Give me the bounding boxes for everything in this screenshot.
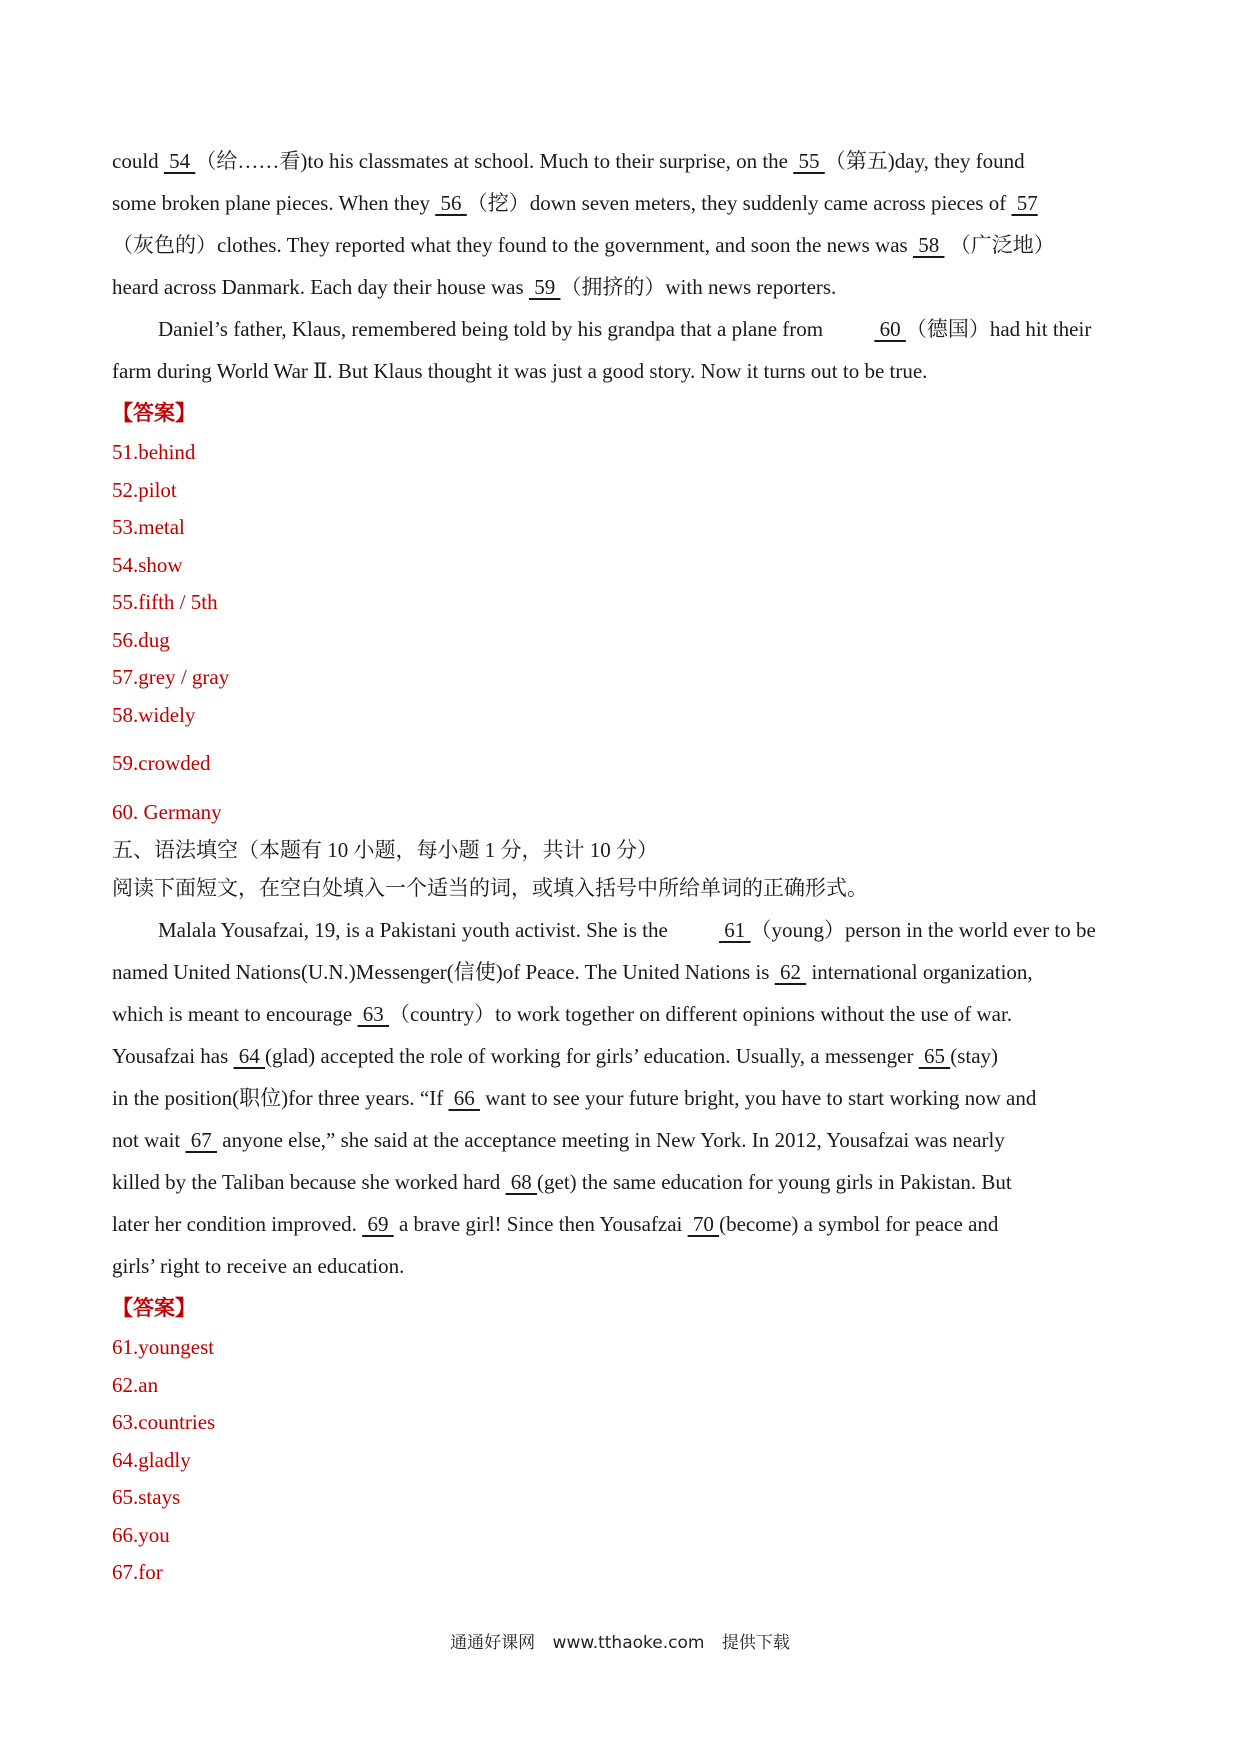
text-run: could	[112, 149, 164, 173]
text-run: named United Nations(U.N.)Messenger(信使)of Peace. The United Nations is	[112, 960, 775, 984]
answer-item: 61.youngest	[112, 1335, 215, 1359]
passage-2-line	[112, 1203, 1130, 1245]
page-footer	[0, 1628, 1240, 1653]
text-run: (stay)	[950, 1044, 999, 1068]
answer-item: 52.pilot	[112, 477, 177, 502]
answer-item: 57.grey / gray	[112, 665, 230, 689]
text-run: girls’ right to receive an education.	[112, 1254, 405, 1278]
answer-item: 56.dug	[112, 627, 170, 652]
text-run: Daniel’s father, Klaus, remembered being told by his grandpa that a plane from	[158, 317, 829, 341]
answer-item: 62.an	[112, 1372, 159, 1397]
text-run: want to see your future bright, you have to start working now and	[479, 1086, 1037, 1110]
text-run: international organization,	[806, 960, 1033, 984]
text-run: a brave girl! Since then Yousafzai	[393, 1212, 688, 1236]
blank-69: 69	[362, 1212, 394, 1236]
section-title: 五、语法填空（本题有 10 小题，每小题 1 分，共计 10 分）	[112, 838, 658, 862]
blank-62: 62	[774, 960, 807, 984]
blank-54: 54	[163, 149, 196, 173]
passage-2-line	[112, 951, 1130, 993]
answer-block-1	[112, 392, 1130, 831]
answer-header: 【答案】	[112, 401, 196, 425]
answer-item: 60. Germany	[112, 799, 222, 824]
blank-70: 70	[687, 1212, 720, 1236]
blank-66: 66	[448, 1086, 480, 1110]
answer-block-2	[112, 1287, 1130, 1592]
answer-header: 【答案】	[112, 1296, 196, 1320]
text-run: some broken plane pieces. When they	[112, 191, 436, 215]
passage-1-line	[112, 350, 1130, 392]
footer-site-name: 通通好课网	[450, 1633, 536, 1653]
passage-2-line	[112, 1035, 1130, 1077]
blank-58: 58	[912, 233, 945, 257]
passage-2-line	[112, 909, 1130, 951]
passage-1-line	[112, 266, 1130, 308]
answer-item: 51.behind	[112, 440, 196, 464]
blank-67: 67	[185, 1128, 217, 1152]
passage-2	[112, 909, 1130, 1287]
blank-63: 63	[357, 1002, 389, 1026]
passage-2-line	[112, 1245, 1130, 1287]
blank-61: 61	[719, 918, 751, 942]
answer-item: 64.gladly	[112, 1447, 191, 1472]
text-run: in the position(职位)for three years. “If	[112, 1086, 449, 1110]
blank-57: 57	[1011, 191, 1038, 215]
text-run: farm during World War Ⅱ. But Klaus thought it was just a good story. Now it turns out to be true.	[112, 359, 928, 383]
blank-55: 55	[793, 149, 825, 173]
text-run: anyone else,” she said at the acceptance meeting in New York. In 2012, Yousafzai was nearly	[217, 1128, 1005, 1152]
answer-item: 55.fifth / 5th	[112, 590, 218, 614]
text-run: killed by the Taliban because she worked hard	[112, 1170, 506, 1194]
answer-item: 67.for	[112, 1560, 163, 1584]
text-run: (become) a symbol for peace and	[719, 1212, 999, 1236]
blank-64: 64	[233, 1044, 266, 1068]
footer-url[interactable]: www.tthaoke.com	[552, 1633, 705, 1653]
text-run: （广泛地）	[944, 233, 1055, 257]
answer-item: 65.stays	[112, 1485, 181, 1509]
passage-1-line	[112, 308, 1130, 350]
text-run: (glad) accepted the role of working for girls’ education. Usually, a messenger	[265, 1044, 919, 1068]
text-run: （给……看)to his classmates at school. Much to their surprise, on the	[195, 149, 794, 173]
text-run: （第五)day, they found	[824, 149, 1025, 173]
passage-2-line	[112, 1077, 1130, 1119]
text-run: （灰色的）clothes. They reported what they found to the government, and soon the news was	[112, 233, 913, 257]
passage-1-line	[112, 182, 1130, 224]
text-run: （挖）down seven meters, they suddenly came across pieces of	[466, 191, 1012, 215]
blank-56: 56	[435, 191, 467, 215]
text-run: Malala Yousafzai, 19, is a Pakistani youth activist. She is the	[158, 918, 674, 942]
text-run: （拥挤的）with news reporters.	[560, 275, 837, 299]
text-run: later her condition improved.	[112, 1212, 363, 1236]
answer-item: 59.crowded	[112, 751, 211, 775]
text-run: heard across Danmark. Each day their house was	[112, 275, 529, 299]
answer-item: 63.countries	[112, 1410, 216, 1434]
passage-2-line	[112, 993, 1130, 1035]
text-run: （德国）had hit their	[905, 317, 1092, 341]
answer-item: 58.widely	[112, 702, 196, 727]
blank-59: 59	[528, 275, 561, 299]
passage-1-line	[112, 140, 1130, 182]
text-run: Yousafzai has	[112, 1044, 234, 1068]
text-run: （country）to work together on different opinions without the use of war.	[389, 1002, 1013, 1026]
passage-2-line	[112, 1119, 1130, 1161]
blank-68: 68	[505, 1170, 538, 1194]
blank-60: 60	[874, 317, 906, 341]
text-run: (get) the same education for young girls in Pakistan. But	[537, 1170, 1012, 1194]
passage-1	[112, 140, 1130, 392]
answer-item: 66.you	[112, 1522, 170, 1547]
footer-suffix: 提供下载	[721, 1633, 790, 1653]
section-instruction: 阅读下面短文，在空白处填入一个适当的词，或填入括号中所给单词的正确形式。	[112, 876, 868, 900]
answer-item: 53.metal	[112, 515, 185, 539]
text-run: which is meant to encourage	[112, 1002, 358, 1026]
answer-item: 54.show	[112, 552, 183, 577]
text-run: （young）person in the world ever to be	[750, 918, 1096, 942]
page-content	[112, 140, 1130, 1592]
blank-65: 65	[918, 1044, 951, 1068]
passage-1-line	[112, 224, 1130, 266]
passage-2-line	[112, 1161, 1130, 1203]
text-run: not wait	[112, 1128, 186, 1152]
